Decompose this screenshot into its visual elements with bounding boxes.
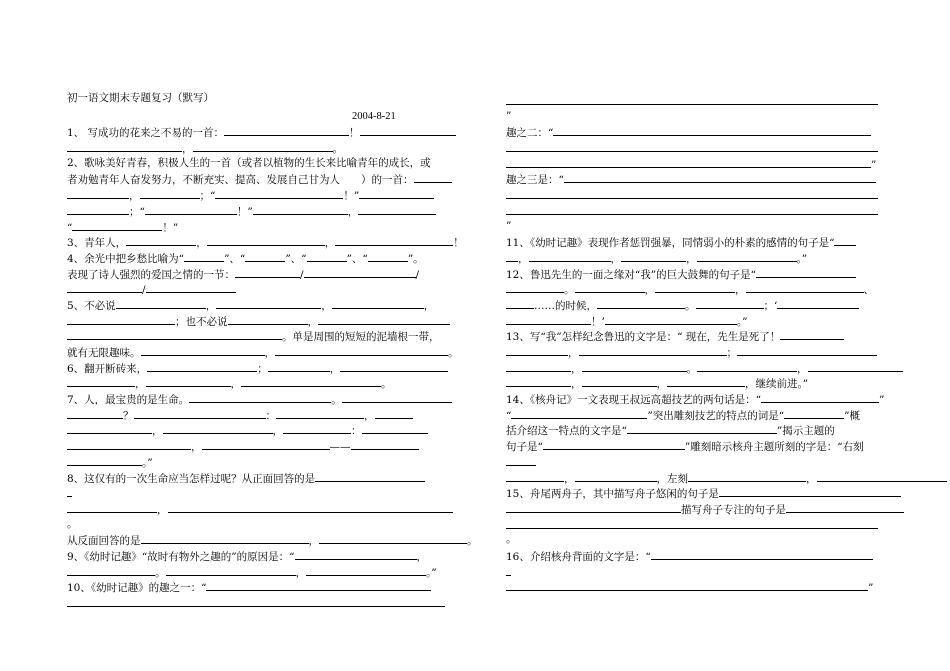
line-text: ；‘ — [763, 299, 778, 312]
answer-blank[interactable] — [235, 266, 300, 278]
answer-blank[interactable] — [67, 375, 135, 387]
answer-blank[interactable] — [582, 360, 687, 372]
answer-blank[interactable] — [359, 187, 434, 199]
left-line — [67, 501, 447, 517]
answer-blank[interactable] — [67, 422, 152, 434]
answer-blank[interactable] — [506, 375, 571, 387]
left-line — [67, 375, 447, 391]
line-text: ， — [329, 362, 341, 375]
line-text: ， — [295, 566, 306, 579]
answer-blank[interactable] — [553, 124, 871, 136]
line-text: ， — [205, 299, 217, 312]
left-line — [67, 485, 447, 501]
line-text: ” — [878, 394, 885, 407]
line-text: ； — [257, 362, 268, 375]
left-line — [67, 219, 447, 235]
answer-blank[interactable] — [834, 234, 856, 246]
line-text: 。” — [142, 456, 153, 469]
line-text: ， — [264, 347, 275, 359]
line-text: ， — [135, 378, 146, 391]
line-text: ”、“ — [224, 252, 246, 265]
answer-blank[interactable] — [146, 375, 231, 387]
line-text: 。 — [448, 347, 459, 359]
answer-blank[interactable] — [414, 171, 452, 183]
left-line — [67, 360, 447, 376]
answer-blank[interactable] — [579, 344, 727, 356]
right-line — [506, 375, 886, 391]
line-text: 。 — [506, 533, 517, 546]
line-text: 表现了诗人强烈的爱国之情的一节： — [67, 268, 235, 281]
line-text: ” — [506, 109, 512, 122]
line-text: ， — [416, 550, 428, 563]
answer-blank[interactable] — [184, 250, 224, 262]
answer-blank[interactable] — [543, 438, 685, 450]
line-text: ， — [191, 441, 202, 454]
answer-blank[interactable] — [506, 344, 568, 356]
answer-blank[interactable] — [146, 281, 236, 293]
answer-blank[interactable] — [817, 470, 947, 482]
line-text: ， — [423, 299, 435, 312]
document-title: 初一语文期末专题复习（默写） — [67, 92, 214, 104]
line-text: 者劝勉青年人奋发努力，不断充实、提高、发展自己甘为人 ）的一首： — [67, 174, 414, 187]
line-text: ；“ — [129, 205, 145, 218]
line-text: 从反面回答的是 — [67, 535, 141, 548]
line-text: 。 — [564, 284, 575, 297]
right-line — [506, 297, 886, 313]
line-text: ， — [656, 378, 667, 391]
answer-blank[interactable] — [295, 548, 417, 560]
answer-blank[interactable] — [67, 595, 445, 607]
line-text: ！” — [162, 221, 179, 234]
answer-blank[interactable] — [780, 328, 844, 340]
line-text: 15、舟尾两舟子，其中描写舟子悠闲的句子是 — [506, 488, 719, 501]
right-line — [506, 171, 886, 187]
answer-blank[interactable] — [67, 407, 123, 419]
right-line — [506, 532, 886, 548]
line-text: ，继续前进。” — [745, 378, 809, 391]
line-text: —— — [329, 441, 351, 454]
left-line — [67, 156, 447, 172]
answer-blank[interactable] — [126, 234, 196, 246]
answer-blank[interactable] — [761, 391, 879, 403]
right-line — [506, 422, 886, 438]
answer-blank[interactable] — [168, 501, 453, 513]
line-text: 括介绍这一特点的文字是“ — [506, 425, 627, 438]
document-date: 2004-8-21 — [352, 110, 396, 122]
right-line — [506, 156, 886, 172]
answer-blank[interactable] — [163, 422, 273, 434]
line-text: ”揭示主题的 — [776, 425, 835, 438]
answer-blank[interactable] — [319, 532, 467, 544]
answer-blank[interactable] — [697, 250, 797, 262]
line-text: ”雕刻暗示核舟主题所刻的字是：“右刻 — [684, 441, 864, 454]
answer-blank[interactable] — [228, 313, 308, 325]
answer-blank[interactable] — [605, 313, 737, 325]
right-line — [506, 234, 886, 250]
answer-blank[interactable] — [268, 360, 330, 372]
answer-blank[interactable] — [506, 470, 564, 482]
answer-blank[interactable] — [275, 344, 448, 356]
left-line — [67, 297, 447, 313]
answer-blank[interactable] — [147, 360, 257, 372]
right-line — [506, 391, 886, 407]
answer-blank[interactable] — [283, 422, 351, 434]
left-line — [67, 313, 447, 329]
line-text: 。 — [331, 394, 342, 407]
line-text: ， — [797, 362, 808, 375]
right-line — [506, 250, 886, 266]
answer-blank[interactable] — [506, 140, 878, 152]
line-text: ， — [564, 472, 575, 485]
answer-blank[interactable] — [582, 375, 657, 387]
answer-blank[interactable] — [216, 297, 321, 309]
answer-blank[interactable] — [67, 501, 157, 513]
answer-blank[interactable] — [621, 250, 686, 262]
line-text: ……的时候， — [534, 299, 597, 312]
left-line — [67, 203, 447, 219]
answer-blank[interactable] — [342, 391, 452, 403]
line-text: 。 — [155, 566, 166, 579]
answer-blank[interactable] — [202, 438, 330, 450]
right-line — [506, 564, 886, 580]
line-text: 句子是“ — [506, 441, 543, 454]
line-text: ， — [152, 425, 163, 438]
answer-blank[interactable] — [67, 485, 72, 497]
right-line — [506, 501, 886, 517]
right-line — [506, 485, 886, 501]
answer-blank[interactable] — [368, 250, 408, 262]
line-text: 描写舟子专注的句子是 — [681, 503, 786, 516]
answer-blank[interactable] — [506, 564, 511, 576]
line-text: ；也不必说 — [175, 315, 228, 328]
left-line — [67, 281, 447, 297]
answer-blank[interactable] — [67, 564, 155, 576]
answer-blank[interactable] — [67, 203, 129, 215]
answer-blank[interactable] — [166, 564, 296, 576]
line-text: ， — [610, 252, 621, 265]
left-line — [67, 517, 447, 533]
answer-blank[interactable] — [140, 187, 200, 199]
answer-blank[interactable] — [786, 501, 904, 513]
left-column — [67, 91, 478, 611]
line-text: ， — [196, 237, 207, 250]
answer-blank[interactable] — [307, 250, 347, 262]
line-text: ， — [686, 252, 697, 265]
right-line — [506, 328, 886, 344]
line-text: 10、《幼时记趣》的趣之一：“ — [67, 582, 207, 595]
left-line — [67, 422, 447, 438]
answer-blank[interactable] — [134, 407, 266, 419]
answer-blank[interactable] — [245, 250, 285, 262]
line-text: 。” — [796, 252, 808, 265]
answer-blank[interactable] — [575, 281, 645, 293]
answer-blank[interactable] — [141, 344, 265, 356]
answer-blank[interactable] — [207, 234, 325, 246]
left-line — [67, 250, 447, 266]
line-text: 。 — [685, 299, 696, 312]
answer-blank[interactable] — [575, 470, 657, 482]
answer-blank[interactable] — [67, 438, 191, 450]
line-text: ” — [868, 582, 874, 595]
line-text: ， — [324, 237, 336, 250]
right-line — [506, 219, 886, 235]
line-text: 2、歌咏美好青春，积极人生的一首（或者以植物的生长来比喻青年的成长，或 — [67, 156, 431, 169]
line-text: ！” — [236, 205, 253, 218]
answer-blank[interactable] — [306, 564, 426, 576]
answer-blank[interactable] — [506, 187, 878, 199]
line-text: ”。 — [407, 252, 424, 265]
line-text: ！ — [349, 127, 360, 140]
line-text: 9、《幼时记趣》“故时有物外之趣的”的原因是：“ — [67, 550, 295, 563]
answer-blank[interactable] — [116, 297, 206, 309]
line-text: ， — [230, 378, 241, 391]
answer-blank[interactable] — [193, 140, 333, 152]
answer-blank[interactable] — [362, 422, 428, 434]
left-line — [67, 124, 447, 140]
right-line — [506, 454, 886, 470]
answer-blank[interactable] — [72, 219, 162, 231]
line-text: 7、人，最宝贵的是生命。 — [67, 394, 190, 407]
line-text: / — [415, 268, 420, 281]
answer-blank[interactable] — [67, 187, 129, 199]
line-text: “ — [67, 221, 73, 234]
answer-blank[interactable] — [506, 579, 868, 591]
answer-blank[interactable] — [756, 266, 856, 278]
right-line — [506, 579, 886, 595]
answer-blank[interactable] — [506, 454, 536, 466]
answer-blank[interactable] — [141, 532, 309, 544]
line-text: 14、《核舟记》一文表现王叔远高超技艺的两句话是：“ — [506, 394, 761, 407]
answer-blank[interactable] — [253, 203, 348, 215]
line-text: ” — [871, 158, 877, 171]
line-text: ”突出雕刻技艺的特点的词是“ — [647, 409, 785, 422]
line-text: / — [300, 268, 304, 281]
line-text: 趣之二：“ — [506, 127, 554, 140]
answer-blank[interactable] — [145, 203, 237, 215]
answer-blank[interactable] — [276, 407, 364, 419]
answer-blank[interactable] — [340, 360, 448, 372]
right-line — [506, 93, 886, 109]
answer-blank[interactable] — [506, 156, 871, 168]
answer-blank[interactable] — [506, 313, 591, 325]
right-questions — [506, 93, 886, 595]
answer-blank[interactable] — [358, 203, 436, 215]
left-line — [67, 266, 447, 282]
line-text: ； — [726, 347, 737, 359]
left-line — [67, 438, 447, 454]
right-line — [506, 313, 886, 329]
line-text: ，左刻 — [656, 472, 688, 485]
answer-blank[interactable] — [206, 579, 431, 591]
answer-blank[interactable] — [506, 501, 681, 513]
line-text: ！” — [343, 190, 360, 203]
line-text: 3、青年人， — [67, 237, 127, 250]
line-text: 12、鲁迅先生的一面之缘对“我”的巨大鼓舞的句子是“ — [506, 268, 756, 281]
answer-blank[interactable] — [506, 93, 878, 105]
line-text: 。” — [736, 315, 748, 328]
answer-blank[interactable] — [511, 407, 647, 419]
answer-blank[interactable] — [67, 454, 142, 466]
left-line — [67, 234, 464, 250]
line-text: ！’ — [591, 315, 605, 328]
answer-blank[interactable] — [777, 297, 859, 309]
left-line — [67, 454, 447, 470]
line-text: ， — [806, 472, 817, 485]
right-line — [506, 187, 886, 203]
line-text: 13、写“我”怎样纪念鲁迅的文字是：“ 现在，先生是死了！ — [506, 331, 781, 344]
answer-blank[interactable] — [360, 124, 456, 136]
answer-blank[interactable] — [784, 407, 844, 419]
line-text: ， — [571, 378, 582, 391]
right-line — [506, 140, 886, 156]
answer-blank[interactable] — [655, 281, 735, 293]
answer-blank[interactable] — [67, 140, 182, 152]
left-questions — [67, 124, 478, 610]
line-text: ， — [272, 425, 283, 438]
right-line — [506, 360, 886, 376]
line-text: ， — [518, 252, 529, 265]
right-line — [506, 548, 886, 564]
answer-blank[interactable] — [506, 281, 564, 293]
line-text: ， — [568, 347, 579, 359]
answer-blank[interactable] — [627, 422, 777, 434]
line-text: 4、余光中把乡愁比喻为“ — [67, 252, 185, 265]
left-line — [67, 407, 447, 423]
line-text: ， — [347, 205, 359, 218]
answer-blank[interactable] — [67, 281, 142, 293]
answer-blank[interactable] — [304, 266, 416, 278]
right-line — [506, 109, 886, 125]
line-text: 1、 写成功的花来之不易的一首： — [67, 127, 225, 140]
line-text: 。单是周围的短短的泥墙根一带， — [282, 331, 440, 344]
answer-blank[interactable] — [506, 203, 878, 215]
line-text: ， — [157, 503, 168, 516]
right-line — [506, 124, 886, 140]
answer-blank[interactable] — [332, 297, 424, 309]
line-text: 6、翻开断砖来， — [67, 362, 148, 375]
line-text: ；“ — [199, 190, 216, 203]
left-line — [67, 579, 447, 595]
line-text: 16、介绍核舟背面的文字是：“ — [506, 550, 651, 563]
line-text: 5、不必说 — [67, 299, 116, 312]
answer-blank[interactable] — [506, 297, 534, 309]
answer-blank[interactable] — [746, 281, 864, 293]
line-text: 8、这仅有的一次生命应当怎样过呢？从正面回答的是 — [67, 472, 316, 485]
answer-blank[interactable] — [224, 124, 349, 136]
line-text: ， — [182, 143, 193, 156]
left-line — [67, 391, 447, 407]
answer-blank[interactable] — [335, 234, 453, 246]
line-text: 就有无限趣味。 — [67, 347, 141, 359]
left-line — [67, 140, 447, 156]
line-text: ？ — [123, 409, 134, 422]
line-text: ， — [308, 535, 319, 548]
answer-blank[interactable] — [375, 407, 413, 419]
answer-blank[interactable] — [241, 375, 381, 387]
line-text: ， — [307, 315, 318, 328]
line-text: / — [142, 284, 146, 297]
left-line — [67, 548, 447, 564]
line-text: ： — [265, 409, 276, 422]
right-column — [506, 93, 886, 595]
line-text: 11、《幼时记趣》表现作者惩罚强暴，同情弱小的朴素的感情的句子是“ — [506, 237, 835, 250]
answer-blank[interactable] — [506, 360, 571, 372]
answer-blank[interactable] — [315, 470, 425, 482]
answer-blank[interactable] — [67, 313, 175, 325]
line-text: ”、“ — [285, 252, 307, 265]
line-text: ， — [364, 409, 375, 422]
right-line — [506, 203, 886, 219]
right-line — [506, 281, 886, 297]
answer-blank[interactable] — [351, 438, 419, 450]
answer-blank[interactable] — [737, 344, 877, 356]
right-line — [506, 438, 886, 454]
left-line — [67, 344, 459, 360]
answer-blank[interactable] — [696, 297, 764, 309]
left-line — [67, 595, 447, 611]
left-line — [67, 470, 447, 486]
answer-blank[interactable] — [667, 375, 745, 387]
line-text: ， — [571, 362, 582, 375]
line-text: 。 — [467, 535, 478, 548]
answer-blank[interactable] — [529, 250, 611, 262]
line-text: 。 — [381, 378, 392, 391]
line-text: ， — [735, 284, 746, 297]
line-text: 。” — [426, 566, 437, 579]
answer-blank[interactable] — [697, 360, 797, 372]
right-line — [506, 517, 886, 533]
line-text: ！ — [453, 237, 464, 250]
right-line — [506, 407, 886, 423]
line-text: 、 — [863, 284, 874, 297]
line-text: “ — [506, 409, 512, 422]
answer-blank[interactable] — [688, 470, 806, 482]
answer-blank[interactable] — [719, 485, 901, 497]
line-text: 趣之三是：“ — [506, 174, 564, 187]
line-text: ” — [506, 219, 512, 232]
right-line — [506, 470, 886, 486]
line-text: ， — [644, 284, 655, 297]
answer-blank[interactable] — [215, 187, 343, 199]
left-line — [67, 564, 447, 580]
answer-blank[interactable] — [597, 297, 685, 309]
answer-blank[interactable] — [67, 328, 282, 340]
answer-blank[interactable] — [506, 517, 878, 529]
left-line — [67, 532, 478, 548]
right-line — [506, 344, 886, 360]
right-line — [506, 266, 886, 282]
line-text: ， — [129, 190, 140, 203]
line-text: ”、“ — [346, 252, 368, 265]
answer-blank[interactable] — [808, 360, 903, 372]
line-text: 。 — [67, 517, 78, 530]
left-line — [67, 328, 447, 344]
line-text: ： — [351, 425, 362, 438]
left-line — [67, 187, 447, 203]
answer-blank[interactable] — [189, 391, 331, 403]
line-text: ”概 — [844, 409, 860, 422]
left-line — [67, 171, 447, 187]
answer-blank[interactable] — [651, 548, 873, 560]
answer-blank[interactable] — [564, 171, 876, 183]
line-text: 。 — [332, 143, 343, 156]
answer-blank[interactable] — [506, 250, 518, 262]
line-text: 。 — [686, 362, 697, 375]
line-text: ， — [321, 299, 332, 312]
answer-blank[interactable] — [318, 313, 450, 325]
